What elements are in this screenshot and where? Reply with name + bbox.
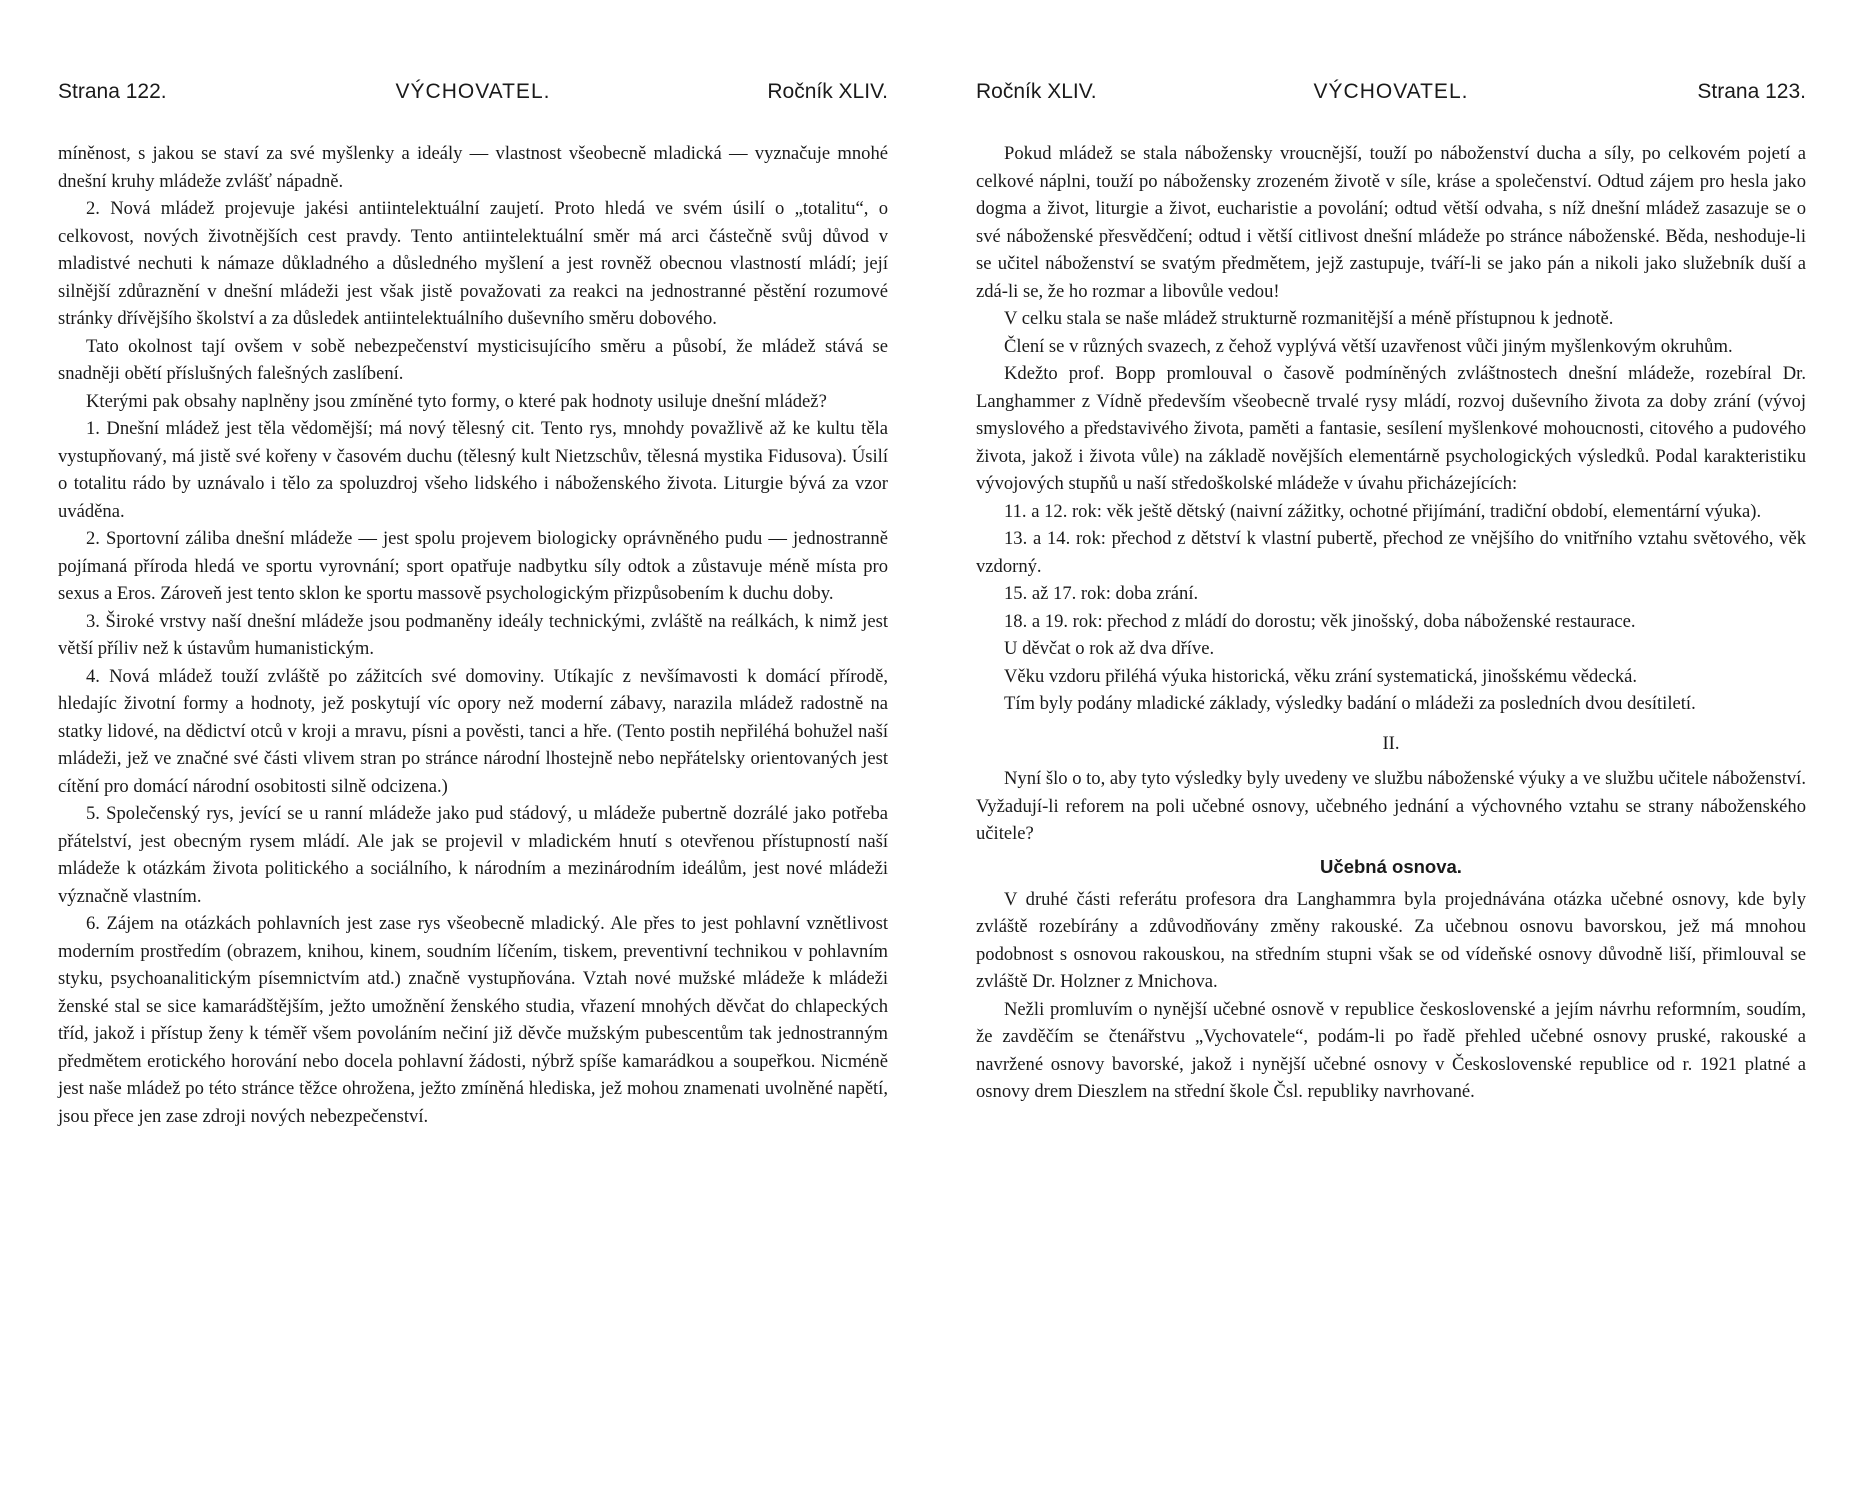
paragraph: 3. Široké vrstvy naší dnešní mládeže jsou podmaněny ideály technickými, zvláště na reálkách, k nimž jest větší příliv než k ústavům humanistickým. (58, 610, 888, 659)
right-page-header (976, 80, 1806, 120)
section-heading: Učebná osnova. (1320, 855, 1462, 877)
paragraph: Pokud mládež se stala nábožensky vroucnější, touží po náboženství ducha a síly, po celkovém pojetí a celkové náplni, touží po nábožensky zrozeném životě v síle, kráse a společenství. Odtud zájem pro hesla jako dogma a život, liturgie a život, eucharistie a povolání; odtud větší odvaha, s níž dnešní mládež zasazuje se o své náboženské přesvědčení; odtud i větší citlivost dnešní mládeže po stránce náboženské. Běda, neshoduje-li se učitel náboženství se svatým předmětem, jejž zastupuje, tváří-li se jako pán a nikoli jako služebník duší a zdá-li se, že ho rozmar a libovůle vedou! (976, 143, 1806, 302)
paragraph: 2. Sportovní záliba dnešní mládeže — jest spolu projevem biologicky oprávněného pudu — jednostranně pojímaná příroda hledá ve sportu vyrovnání; sport opatřuje nadbytku síly odtok a zůstavuje méně místa pro sexus a Eros. Zároveň jest tento sklon ke sportu massově psychologickým přizpůsobením k duchu doby. (58, 528, 888, 604)
running-title: VÝCHOVATEL. (1313, 80, 1469, 103)
paragraph: 13. a 14. rok: přechod z dětství k vlastní pubertě, přechod ze vnějšího do vnitřního vztahu světového, věk vzdorný. (976, 528, 1806, 577)
paragraph: Kterými pak obsahy naplněny jsou zmíněné tyto formy, o které pak hodnoty usiluje dnešní mládež? (86, 390, 827, 412)
right-page (976, 80, 1806, 1480)
paragraph: 2. Nová mládež projevuje jakési antiintelektuální zaujetí. Proto hledá ve svém úsilí o „totalitu“, o celkovost, nových životnějších cest pravdy. Tento antiintelektuální směr má arci částečně svůj důvod v mladistvé nechuti k námaze důkladného a důsledného myšlení a jest rovněž obecnou vlastností mládí; její silnější zdůraznění v dnešní mládeži jest však jistě považovati za reakci na jednostranné pěstění rozumové stránky dřívějšího školství a za důsledek antiintelektuálního duševního směru dobového. (58, 198, 888, 329)
paragraph: 6. Zájem na otázkách pohlavních jest zase rys všeobecně mladický. Ale přes to jest pohlavní vznětlivost moderním prostředím (obrazem, knihou, kinem, soudním líčením, tiskem, preventivní technikou v pohlavním styku, psychoanalitickým písemnictvím atd.) značně vystupňována. Vztah nové mužské mládeže k mládeži ženské stal se sice kamarádštějším, ježto umožnění ženského studia, vřazení mnohých děvčat do chlapeckých tříd, jakož i přístup ženy k téměř všem povoláním nečiní již děvče mužským pubescentům tak jednostranným předmětem erotického horování nebo docela pohlavní žádosti, nýbrž spíše kamarádkou a soupeřkou. Nicméně jest naše mládež po této stránce těžce ohrožena, ježto zmíněná hlediska, jež mohou znamenati uvolněné napětí, jsou přece jen zase zdroji nových nebezpečenství. (58, 913, 888, 1127)
page-number: Strana 122. (58, 80, 167, 103)
paragraph: 18. a 19. rok: přechod z mládí do dorostu; věk jinošský, doba náboženské restaurace. (1004, 610, 1636, 632)
paragraph: Věku vzdoru přiléhá výuka historická, věku zrání systematická, jinošskému vědecká. (1004, 665, 1638, 687)
paragraph: Člení se v různých svazech, z čehož vyplývá větší uzavřenost vůči jiným myšlenkovým okruhům. (1004, 335, 1733, 357)
volume-label: Ročník XLIV. (767, 80, 888, 103)
page-number: Strana 123. (1697, 80, 1806, 103)
section-number: II. (1382, 732, 1400, 754)
paragraph: Tím byly podány mladické základy, výsledky badání o mládeži za posledních dvou desítiletí. (1004, 693, 1696, 714)
paragraph: 15. až 17. rok: doba zrání. (1004, 583, 1199, 604)
paragraph: 1. Dnešní mládež jest těla vědomější; má nový tělesný cit. Tento rys, mnohdy považlivě až ke kultu těla vystupňovaný, má jistě své kořeny v časovém duchu (tělesný kult Nietzschův, tělesná mystika Fidusova). Úsilí o totalitu rádo by uznávalo i tělo za spoluzdroj všeho lidského i náboženského života. Liturgie bývá za vzor uváděna. (58, 418, 888, 522)
running-title: VÝCHOVATEL. (395, 80, 551, 103)
left-page-header (58, 80, 888, 120)
paragraph: Kdežto prof. Bopp promlouval o časově podmíněných zvláštnostech dnešní mládeže, rozebíral Dr. Langhammer z Vídně především všeobecně trvalé rysy mládí, rozvoj duševního života za doby zrání (vývoj smyslového a představivého života, paměti a fantasie, sesílení myšlenkové mohoucnosti, citového a pudového života, jakož i života vůle) na základě novějších elementárně psychologických výsledků. Podal karakteristiku vývojových stupňů u naší středoškolské mládeže v úvahu přicházejících: (976, 363, 1806, 494)
paragraph: Nyní šlo o to, aby tyto výsledky byly uvedeny ve službu náboženské výuky a ve službu učitele náboženství. Vyžadují-li reforem na poli učebné osnovy, učebného jednání a výchovného vztahu se strany náboženského učitele? (976, 768, 1806, 844)
paragraph: Nežli promluvím o nynější učebné osnově v republice československé a jejím návrhu reformním, soudím, že zavděčím se čtenářstvu „Vychovatele“, podám-li po řadě přehled učebné osnovy pruské, rakouské a navržené osnovy bavorské, jakož i nynější učebné osnovy v Československé republice od r. 1921 platné a osnovy drem Dieszlem na střední škole Čsl. republiky navrhované. (976, 998, 1806, 1102)
paragraph: V celku stala se naše mládež strukturně rozmanitější a méně přístupnou k jednotě. (1004, 308, 1614, 329)
volume-label: Ročník XLIV. (976, 80, 1097, 103)
paragraph: 5. Společenský rys, jevící se u ranní mládeže jako pud stádový, u mládeže pubertně dozrálé jako potřeba přátelství, jest obecným rysem mládí. Ale jak se projevil v mladickém hnutí s otevřenou přístupností naší mládeže k otázkám života politického a sociálního, k národním a mezinárodním ideálům, jest nové mládeži význačně vlastním. (58, 803, 888, 907)
right-page-body (976, 140, 1806, 1106)
paragraph: V druhé části referátu profesora dra Langhammra byla projednávána otázka učebné osnovy, kde byly zvláště rozebírány a zdůvodňovány změny rakouské. Za učebnou osnovu bavorskou, jež má mnohou podobnost s osnovou rakouskou, na středním stupni však se od vídeňské osnovy důvodně liší, přimlouval se zvláště Dr. Holzner z Mnichova. (976, 888, 1806, 992)
left-page (58, 80, 888, 1480)
left-page-body (58, 140, 888, 1130)
paragraph: 4. Nová mládež touží zvláště po zážitcích své domoviny. Utíkajíc z nevšímavosti k domácí přírodě, hledajíc životní formy a hodnoty, jež poskytují víc opory než moderní zábavy, narazila mládež radostně na statky lidové, na dědictví otců v kroji a mravu, písni a pověsti, tanci a hře. (Tento postih nepřiléhá bohužel naší mládeži, jež ve značné své části vlivem stran po stránce národní lhostejně nebo nepřátelsky orientovaných jest cítění pro domácí národní osobitosti silně odcizena.) (58, 665, 888, 797)
paragraph: 11. a 12. rok: věk ještě dětský (naivní zážitky, ochotné přijímání, tradiční období, elementární výuka). (1004, 500, 1762, 522)
paragraph: míněnost, s jakou se staví za své myšlenky a ideály — vlastnost všeobecně mladická — vyznačuje mnohé dnešní kruhy mládeže zvlášť nápadně. (58, 143, 888, 192)
paragraph: Tato okolnost tají ovšem v sobě nebezpečenství mysticisujícího směru a působí, že mládež stává se snadněji obětí příslušných falešných zaslíbení. (58, 335, 888, 384)
paragraph: U děvčat o rok až dva dříve. (1004, 638, 1215, 659)
